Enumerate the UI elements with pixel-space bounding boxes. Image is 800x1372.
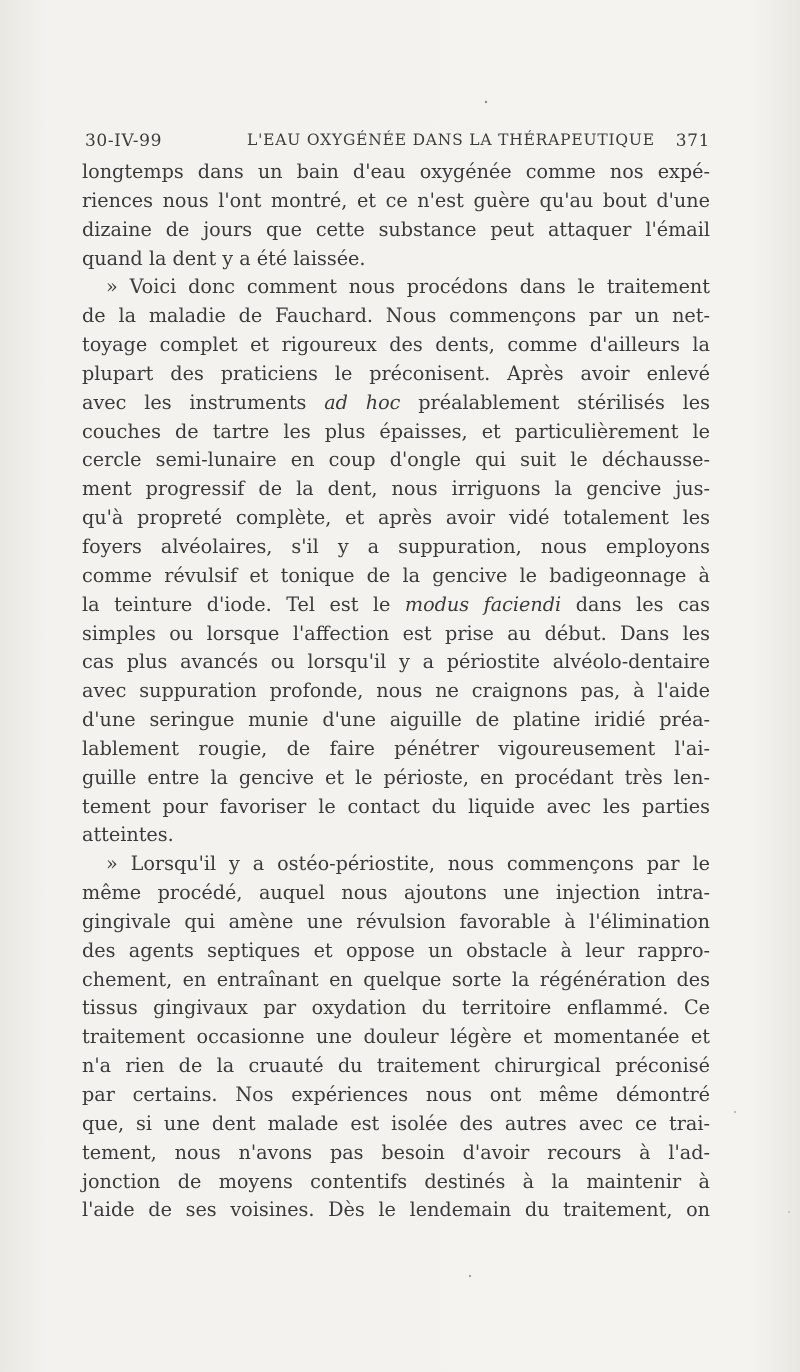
body-text [82, 158, 710, 1225]
header-title: L'EAU OXYGÉNÉE DANS LA THÉRAPEUTIQUE [247, 131, 655, 149]
text-line: quand la dent y a été laissée. [82, 246, 366, 270]
page-number: 371 [675, 131, 710, 151]
text-line: n'a rien de la cruauté du traitement chirurgical préconisé [82, 1054, 710, 1078]
header-date: 30-IV-99 [85, 131, 162, 151]
text-line: par certains. Nos expériences nous ont même démontré [82, 1083, 710, 1106]
italic-phrase: ad hoc [324, 390, 401, 414]
text-line: couches de tartre les plus épaisses, et particulièrement le [82, 419, 710, 443]
italic-phrase: modus faciendi [404, 592, 562, 616]
text-line: cercle semi-lunaire en coup d'ongle qui suit le déchausse- [82, 448, 710, 472]
text-line: riences nous l'ont montré, et ce n'est guère qu'au bout d'une [82, 188, 710, 212]
text-line: de la maladie de Fauchard. Nous commençons par un net- [82, 304, 710, 328]
text-line: longtemps dans un bain d'eau oxygénée comme nos expé- [82, 160, 710, 183]
text-line: cas plus avancés ou lorsqu'il y a périostite alvéolo-dentaire [82, 650, 710, 674]
text-line: » Lorsqu'il y a ostéo-périostite, nous commençons par le [106, 852, 710, 876]
speck [469, 1275, 471, 1277]
text-line: » Voici donc comment nous procédons dans le traitement [106, 275, 710, 299]
text-line: plupart des praticiens le préconisent. Après avoir enlevé [82, 361, 710, 385]
text-line: atteintes. [82, 823, 174, 847]
text-line: chement, en entraînant en quelque sorte la régénération des [82, 967, 710, 991]
text-line: tement, nous n'avons pas besoin d'avoir recours à l'ad- [82, 1140, 710, 1164]
text-line: lablement rougie, de faire pénétrer vigoureusement l'ai- [82, 736, 710, 760]
text-line: comme révulsif et tonique de la gencive le badigeonnage à [82, 563, 710, 587]
text-line: que, si une dent malade est isolée des autres avec ce trai- [82, 1111, 710, 1135]
text-line: ment progressif de la dent, nous irriguons la gencive jus- [82, 477, 710, 501]
text-line [82, 591, 710, 620]
text-line: jonction de moyens contentifs destinés à la maintenir à [82, 1169, 710, 1193]
text-line [82, 389, 710, 418]
speck [485, 101, 487, 103]
speck [734, 1111, 736, 1113]
text-segment: avec les instruments [82, 390, 325, 414]
text-segment: dans les cas [561, 592, 710, 616]
text-line: foyers alvéolaires, s'il y a suppuration, nous employons [82, 534, 710, 558]
running-header [85, 125, 710, 155]
text-line: même procédé, auquel nous ajoutons une injection intra- [82, 881, 710, 905]
text-line: des agents septiques et oppose un obstacle à leur rappro- [82, 938, 710, 962]
text-line: l'aide de ses voisines. Dès le lendemain du traitement, on [82, 1198, 710, 1222]
text-line: qu'à propreté complète, et après avoir vidé totalement les [82, 506, 710, 530]
text-line: simples ou lorsque l'affection est prise au début. Dans les [82, 621, 710, 645]
text-line: toyage complet et rigoureux des dents, comme d'ailleurs la [82, 333, 710, 357]
text-line: dizaine de jours que cette substance peut attaquer l'émail [82, 217, 710, 241]
text-line: tissus gingivaux par oxydation du territoire enflammé. Ce [82, 996, 710, 1020]
text-line: tement pour favoriser le contact du liquide avec les parties [82, 794, 710, 818]
text-line: gingivale qui amène une révulsion favorable à l'élimination [82, 909, 710, 933]
speck [788, 1211, 790, 1213]
text-segment: la teinture d'iode. Tel est le [82, 592, 405, 616]
text-line: guille entre la gencive et le périoste, en procédant très len- [82, 765, 710, 789]
text-line: d'une seringue munie d'une aiguille de platine iridié préa- [82, 708, 710, 732]
text-line: traitement occasionne une douleur légère et momentanée et [82, 1025, 710, 1049]
text-segment: préalablement stérilisés les [400, 390, 710, 414]
text-line: avec suppuration profonde, nous ne craignons pas, à l'aide [82, 679, 710, 703]
